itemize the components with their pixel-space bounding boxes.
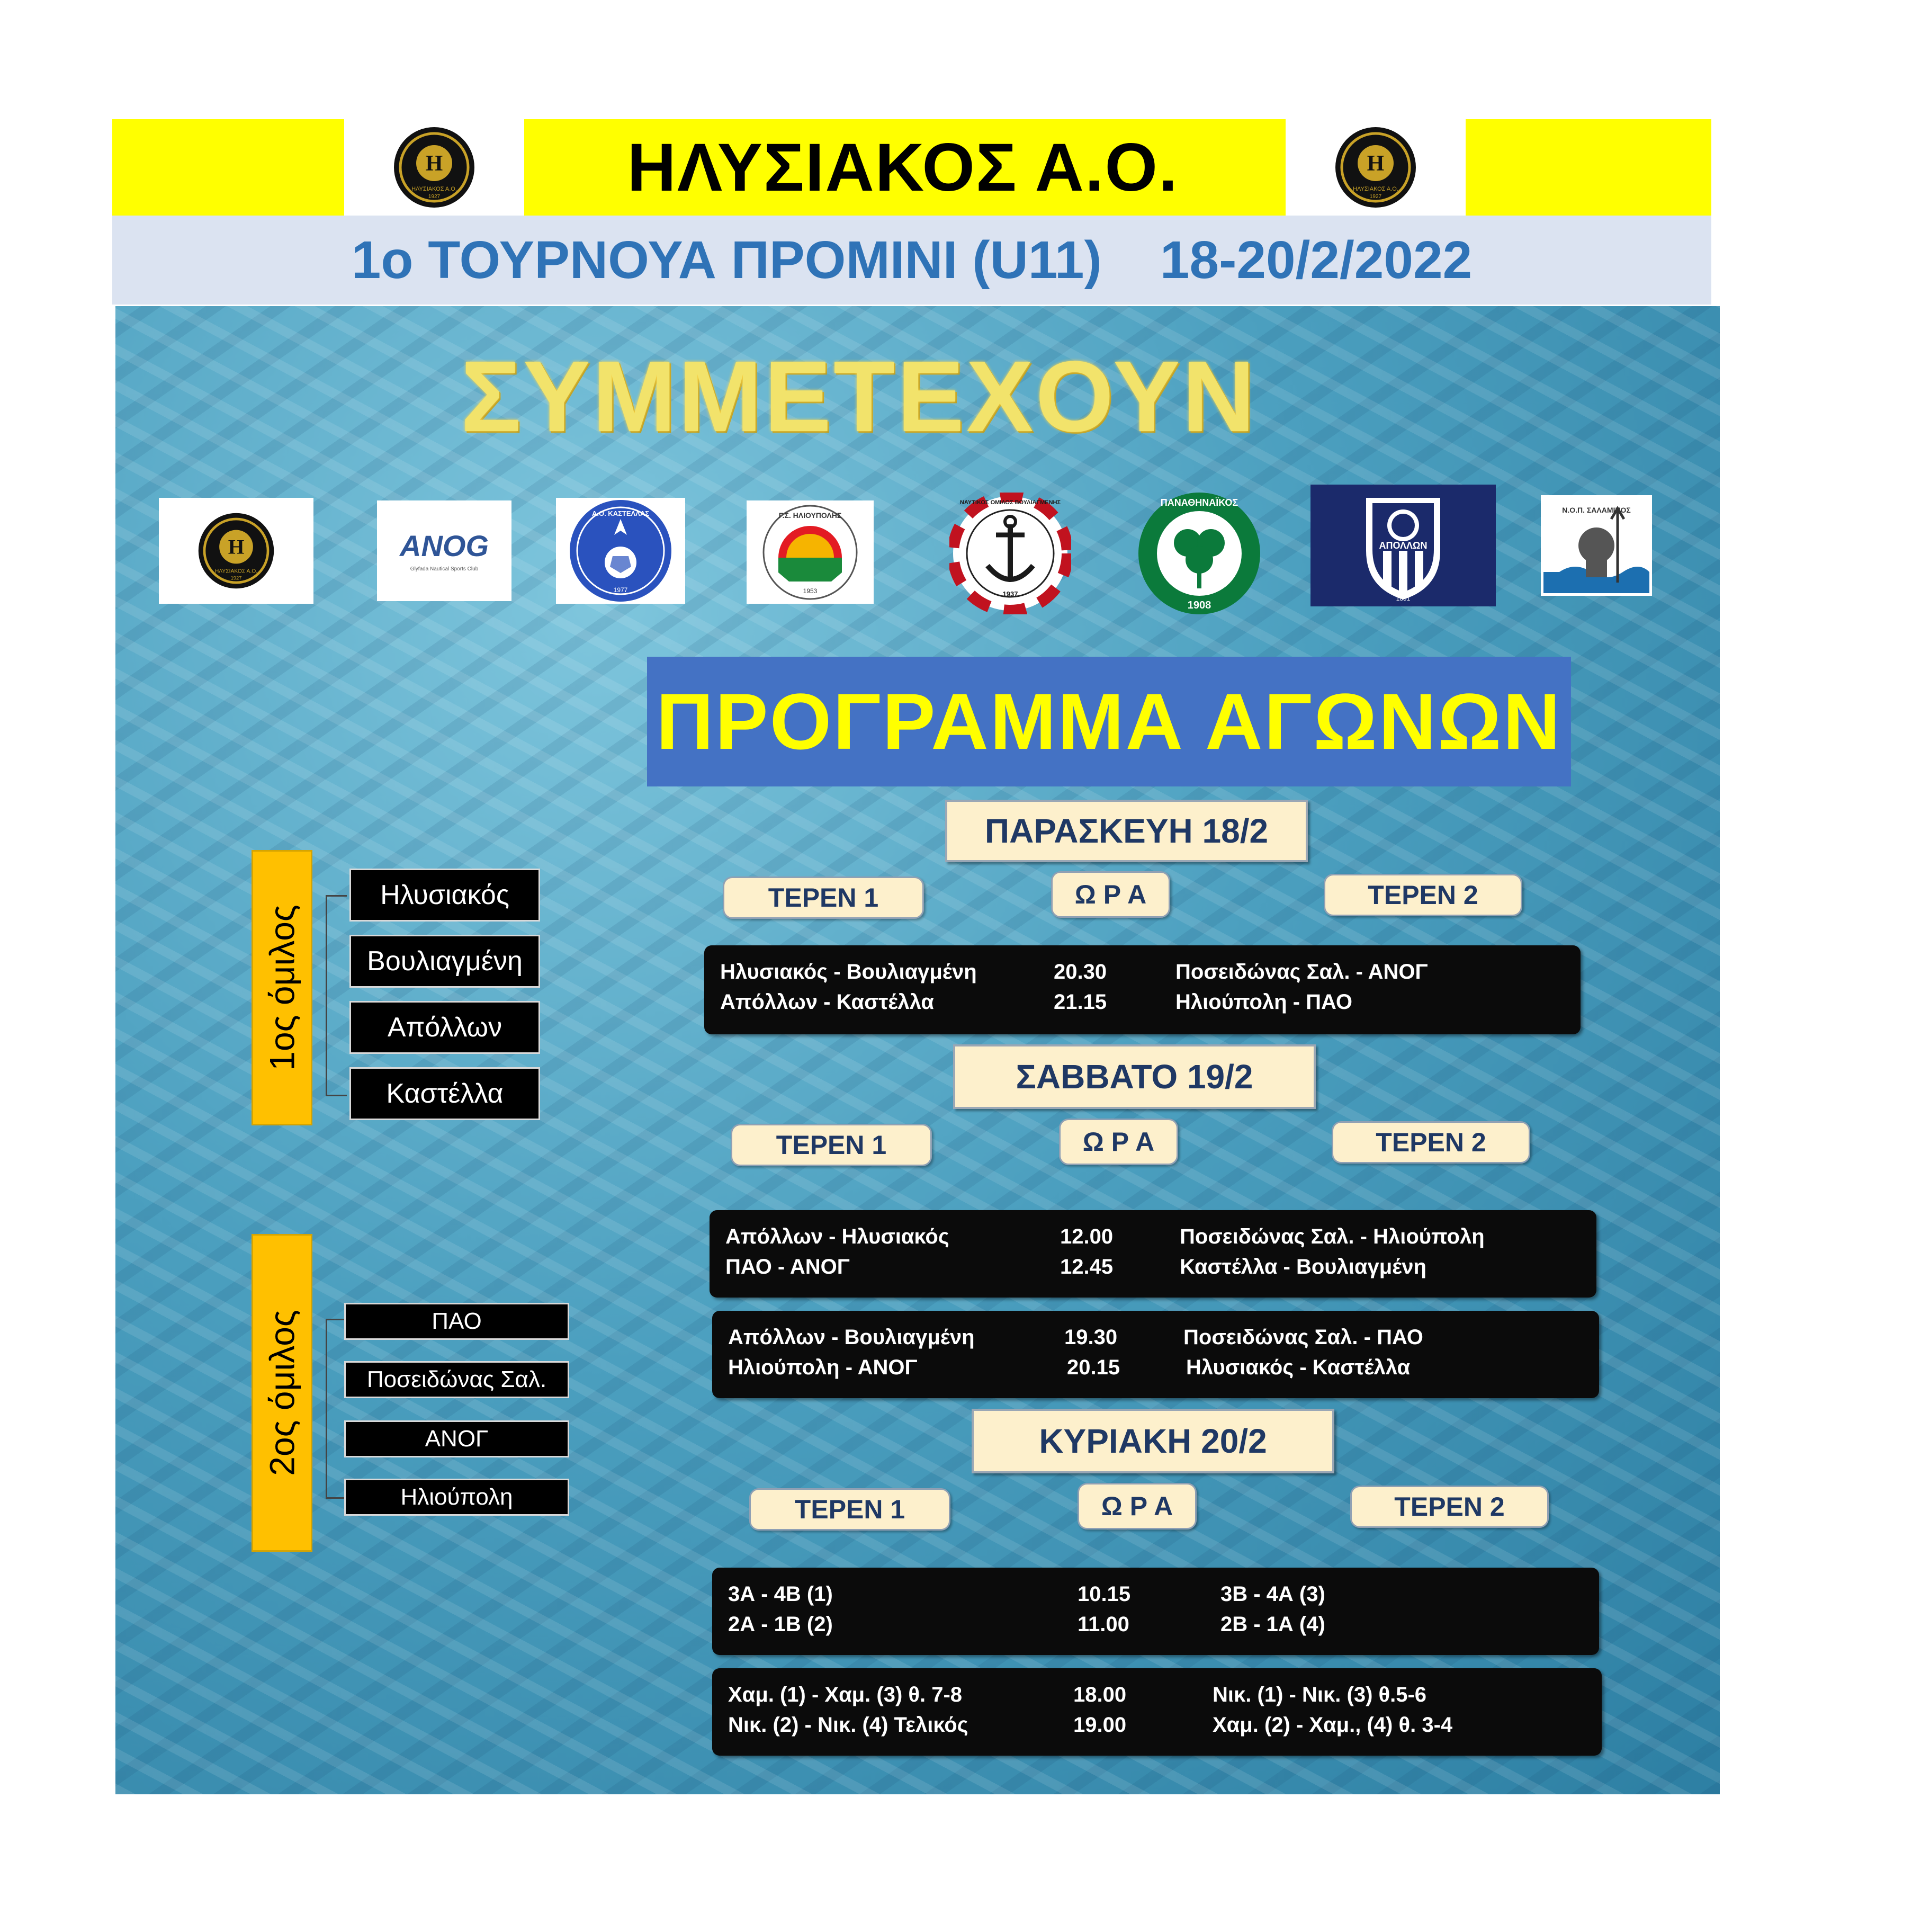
svg-text:ΝΑΥΤΙΚΟΣ ΟΜΙΛΟΣ ΒΟΥΛΙΑΓΜΕΝΗΣ: ΝΑΥΤΙΚΟΣ ΟΜΙΛΟΣ ΒΟΥΛΙΑΓΜΕΝΗΣ [959, 499, 1061, 506]
tournament-name: 1ο ΤΟΥΡΝΟΥΑ ΠΡΟΜΙΝΙ (U11) [351, 230, 1102, 290]
group1-team: Καστέλλα [349, 1067, 540, 1120]
svg-text:ΗΛΥΣΙΑΚΟΣ Α.Ο.: ΗΛΥΣΙΑΚΟΣ Α.Ο. [411, 186, 457, 192]
group2-label [252, 1234, 312, 1552]
day-sunday: ΚΥΡΙΑΚΗ 20/2 [972, 1409, 1334, 1473]
sunday-matches-morning [712, 1568, 1599, 1655]
match-time: 19.00 [1073, 1713, 1127, 1737]
match-court1: Ηλιούπολη - ΑΝΟΓ [728, 1356, 918, 1379]
group2-team: ΑΝΟΓ [344, 1420, 569, 1457]
svg-text:1953: 1953 [803, 587, 818, 595]
match-time: 10.15 [1078, 1582, 1131, 1606]
logo-ilysiakos [159, 498, 313, 604]
group1-team: Ηλυσιακός [349, 869, 540, 922]
logo-kastella [556, 498, 685, 604]
svg-text:ANOG: ANOG [400, 529, 489, 562]
match-court1: Ηλυσιακός - Βουλιαγμένη [720, 960, 977, 983]
header-logo-right [1286, 119, 1466, 216]
svg-text:Ν.Ο.Π. ΣΑΛΑΜΙΝΟΣ: Ν.Ο.Π. ΣΑΛΑΜΙΝΟΣ [1562, 506, 1631, 514]
logo-panathinaikos [1133, 493, 1265, 614]
day-friday: ΠΑΡΑΣΚΕΥΗ 18/2 [945, 800, 1308, 862]
tournament-dates: 18-20/2/2022 [1160, 230, 1473, 290]
group1-label-text: 1ος όμιλος [262, 905, 302, 1071]
time-label: Ω Ρ Α [1078, 1483, 1197, 1529]
club-title: ΗΛΥΣΙΑΚΟΣ Α.Ο. [627, 129, 1179, 205]
court1-label: ΤΕΡΕΝ 1 [723, 876, 924, 919]
match-time: 18.00 [1073, 1683, 1127, 1706]
programme-title: ΠΡΟΓΡΑΜΜΑ ΑΓΩΝΩΝ [647, 657, 1571, 786]
group2-team: Ηλιούπολη [344, 1479, 569, 1516]
match-court1: Νικ. (2) - Νικ. (4) Τελικός [728, 1713, 968, 1737]
svg-text:1891: 1891 [1396, 595, 1411, 602]
court2-label: ΤΕΡΕΝ 2 [1324, 874, 1522, 916]
svg-text:1908: 1908 [1187, 600, 1211, 611]
svg-text:Glyfada Nautical Sports Club: Glyfada Nautical Sports Club [410, 566, 479, 572]
svg-text:Γ.Σ. ΗΛΙΟΥΠΟΛΗΣ: Γ.Σ. ΗΛΙΟΥΠΟΛΗΣ [778, 511, 842, 520]
kastella-crest-icon [568, 498, 674, 604]
svg-text:1927: 1927 [428, 194, 441, 200]
poseidon-crest-icon [1543, 498, 1649, 593]
svg-text:1927: 1927 [1369, 194, 1382, 200]
match-time: 20.30 [1054, 960, 1107, 983]
time-label: Ω Ρ Α [1051, 871, 1170, 918]
friday-matches [704, 945, 1581, 1034]
svg-text:H: H [1367, 151, 1385, 176]
group1-team: Απόλλων [349, 1001, 540, 1054]
match-court1: Απόλλων - Βουλιαγμένη [728, 1326, 975, 1349]
svg-text:H: H [425, 151, 443, 176]
match-court1: Απόλλων - Καστέλλα [720, 990, 934, 1014]
team-logos-row [0, 482, 1930, 620]
group1-team: Βουλιαγμένη [349, 935, 540, 988]
svg-text:1937: 1937 [1002, 590, 1018, 598]
group2-bracket [326, 1319, 347, 1499]
match-court2: Καστέλλα - Βουλιαγμένη [1180, 1255, 1426, 1278]
match-court2: Χαμ. (2) - Χαμ., (4) θ. 3-4 [1213, 1713, 1453, 1737]
svg-text:ΠΑΝΑΘΗΝΑΪΚΟΣ: ΠΑΝΑΘΗΝΑΪΚΟΣ [1160, 497, 1238, 508]
court2-label: ΤΕΡΕΝ 2 [1350, 1486, 1549, 1528]
group1-label [252, 850, 312, 1125]
match-court1: Χαμ. (1) - Χαμ. (3) θ. 7-8 [728, 1683, 963, 1706]
svg-text:1977: 1977 [613, 586, 628, 594]
svg-text:H: H [228, 535, 245, 559]
saturday-matches-morning [710, 1210, 1596, 1298]
header-logo-left [344, 119, 524, 216]
court1-label: ΤΕΡΕΝ 1 [731, 1124, 932, 1166]
match-time: 12.00 [1060, 1225, 1114, 1248]
match-time: 11.00 [1078, 1613, 1129, 1636]
match-court2: Ποσειδώνας Σαλ. - ΑΝΟΓ [1175, 960, 1428, 983]
tournament-subtitle [112, 216, 1711, 305]
match-court2: 3Β - 4Α (3) [1220, 1582, 1325, 1606]
svg-text:ΑΠΟΛΛΩΝ: ΑΠΟΛΛΩΝ [1379, 540, 1428, 551]
apollon-shield-icon [1350, 487, 1456, 604]
logo-anog [377, 500, 511, 601]
group1-bracket [326, 895, 347, 1096]
match-time: 20.15 [1067, 1356, 1120, 1379]
logo-ilioupoli [747, 500, 874, 604]
logo-apollon [1310, 485, 1496, 606]
logo-nautical-club [937, 493, 1083, 614]
match-court2: Ηλυσιακός - Καστέλλα [1186, 1356, 1411, 1379]
match-court2: Ποσειδώνας Σαλ. - ΠΑΟ [1183, 1326, 1423, 1349]
match-time: 21.15 [1054, 990, 1107, 1014]
match-court2: Ηλιούπολη - ΠΑΟ [1175, 990, 1352, 1014]
court2-label: ΤΕΡΕΝ 2 [1332, 1121, 1530, 1164]
match-court2: Νικ. (1) - Νικ. (3) θ.5-6 [1213, 1683, 1427, 1706]
court1-label: ΤΕΡΕΝ 1 [749, 1488, 950, 1531]
ilysiakos-crest-icon [1333, 125, 1418, 210]
day-saturday: ΣΑΒΒΑΤΟ 19/2 [953, 1044, 1316, 1109]
ilysiakos-crest-icon [392, 125, 477, 210]
svg-text:ΗΛΥΣΙΑΚΟΣ Α.Ο.: ΗΛΥΣΙΑΚΟΣ Α.Ο. [214, 568, 258, 575]
logo-salamina [1541, 495, 1652, 596]
match-court1: Απόλλων - Ηλυσιακός [725, 1225, 949, 1248]
match-court1: 2Α - 1Β (2) [728, 1613, 833, 1636]
time-label: Ω Ρ Α [1059, 1119, 1178, 1165]
svg-text:1927: 1927 [230, 575, 242, 581]
svg-text:ΗΛΥΣΙΑΚΟΣ Α.Ο.: ΗΛΥΣΙΑΚΟΣ Α.Ο. [1353, 186, 1398, 192]
ilioupoli-crest-icon [757, 502, 863, 603]
match-court2: 2Β - 1Α (4) [1220, 1613, 1325, 1636]
match-court2: Ποσειδώνας Σαλ. - Ηλιούπολη [1180, 1225, 1485, 1248]
anchor-lifebuoy-icon [949, 493, 1071, 614]
match-time: 12.45 [1060, 1255, 1114, 1278]
shamrock-crest-icon [1136, 490, 1263, 617]
group2-team: Ποσειδώνας Σαλ. [344, 1361, 569, 1398]
saturday-matches-evening [712, 1311, 1599, 1398]
group2-team: ΠΑΟ [344, 1303, 569, 1340]
match-court1: 3Α - 4Β (1) [728, 1582, 833, 1606]
group2-label-text: 2ος όμιλος [262, 1310, 302, 1476]
ilysiakos-crest-icon [196, 511, 276, 591]
sunday-matches-evening [712, 1668, 1602, 1756]
svg-text:Α.Ο. ΚΑΣΤΕΛΛΑΣ: Α.Ο. ΚΑΣΤΕΛΛΑΣ [591, 509, 650, 517]
match-court1: ΠΑΟ - ΑΝΟΓ [725, 1255, 850, 1278]
match-time: 19.30 [1064, 1326, 1118, 1349]
participants-title: ΣΥΜΜΕΤΕΧΟΥΝ [461, 341, 1257, 453]
anog-logo-icon [383, 511, 505, 591]
